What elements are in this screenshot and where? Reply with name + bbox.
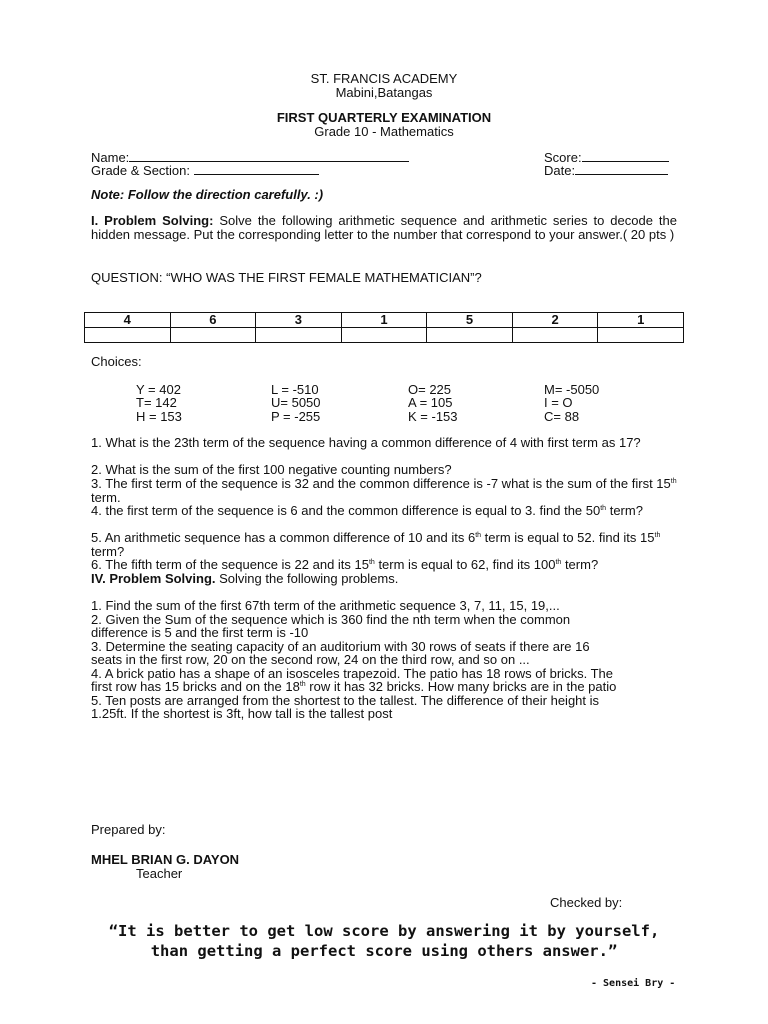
part1-instructions [91, 214, 677, 242]
date-field [544, 163, 668, 178]
quote-signature: - Sensei Bry - [591, 978, 676, 989]
choices-label: Choices: [91, 354, 142, 369]
part4-heading [91, 572, 398, 586]
note: Note: Follow the direction carefully. :) [91, 187, 324, 202]
answer-cell[interactable] [427, 328, 513, 343]
answer-cell[interactable] [598, 328, 684, 343]
problem-3-line1: 3. Determine the seating capacity of an auditorium with 30 rows of seats if there are 16 [91, 639, 590, 654]
problem-3-line2: seats in the first row, 20 on the second row, 24 on the third row, and so on ... [91, 652, 530, 667]
school-name: ST. FRANCIS ACADEMY [310, 71, 458, 86]
part4-title: IV. Problem Solving. [91, 571, 216, 586]
hidden-message-question: QUESTION: “WHO WAS THE FIRST FEMALE MATHEMATICIAN”? [91, 270, 482, 285]
problem-5-line1: 5. Ten posts are arranged from the shortest to the tallest. The difference of their height is [91, 693, 600, 708]
choice-item: K = -153 [408, 409, 458, 424]
checked-by-label: Checked by: [550, 895, 623, 910]
choice-item: Y = 402 [136, 382, 181, 397]
prepared-by-label: Prepared by: [91, 822, 166, 837]
answer-code-table [84, 312, 684, 343]
choice-item: A = 105 [408, 395, 453, 410]
name-blank[interactable] [129, 150, 409, 162]
grade-section-field [91, 163, 319, 178]
code-number: 1 [341, 313, 427, 328]
school-location: Mabini,Batangas [335, 85, 433, 100]
part4-instruction-text: Solving the following problems. [219, 571, 399, 586]
problem-1: 1. Find the sum of the first 67th term of the arithmetic sequence 3, 7, 11, 15, 19,... [91, 598, 560, 613]
choice-item: T= 142 [136, 395, 177, 410]
choice-item: M= -5050 [544, 382, 600, 397]
code-number-row [85, 313, 684, 328]
code-number: 1 [598, 313, 684, 328]
code-number: 5 [427, 313, 513, 328]
question-2: 2. What is the sum of the first 100 negative counting numbers? [91, 462, 452, 477]
date-blank[interactable] [575, 163, 668, 175]
choice-item: O= 225 [408, 382, 452, 397]
code-number: 3 [256, 313, 342, 328]
code-number: 2 [512, 313, 598, 328]
choice-item: U= 5050 [271, 395, 321, 410]
exam-subject: Grade 10 - Mathematics [314, 124, 454, 139]
grade-section-label: Grade & Section: [91, 163, 190, 178]
choice-item: C= 88 [544, 409, 580, 424]
code-number: 6 [170, 313, 256, 328]
question-3: 3. The first term of the sequence is 32 and the common difference is -7 what is the sum of the first 15th term. [91, 476, 677, 505]
teacher-name: MHEL BRIAN G. DAYON [91, 852, 240, 867]
score-label: Score: [544, 150, 582, 165]
answer-cell[interactable] [256, 328, 342, 343]
question-6: 6. The fifth term of the sequence is 22 and its 15th term is equal to 62, find its 100th term? [91, 557, 599, 572]
answer-cell[interactable] [170, 328, 256, 343]
part1-title: I. Problem Solving: [91, 213, 214, 228]
problem-5-line2: 1.25ft. If the shortest is 3ft, how tall is the tallest post [91, 706, 393, 721]
code-answer-row [85, 328, 684, 343]
choice-item: I = O [544, 395, 573, 410]
problem-4-line2: first row has 15 bricks and on the 18th row it has 32 bricks. How many bricks are in the patio [91, 679, 617, 694]
exam-title: FIRST QUARTERLY EXAMINATION [276, 110, 492, 125]
teacher-role: Teacher [136, 866, 183, 881]
name-label: Name: [91, 150, 130, 165]
question-5: 5. An arithmetic sequence has a common difference of 10 and its 6th term is equal to 52. find its 15th term? [91, 530, 661, 559]
choice-item: P = -255 [271, 409, 321, 424]
grade-section-blank[interactable] [194, 163, 319, 175]
code-number: 4 [85, 313, 171, 328]
motivational-quote: “It is better to get low score by answering it by yourself, than getting a perfect score using others answer.” [108, 922, 660, 960]
choice-item: L = -510 [271, 382, 319, 397]
answer-cell[interactable] [85, 328, 171, 343]
problem-2-line1: 2. Given the Sum of the sequence which is 360 find the nth term when the common [91, 612, 571, 627]
answer-cell[interactable] [512, 328, 598, 343]
answer-cell[interactable] [341, 328, 427, 343]
choice-item: H = 153 [136, 409, 182, 424]
question-1: 1. What is the 23th term of the sequence having a common difference of 4 with first term as 17? [91, 435, 641, 450]
question-4: 4. the first term of the sequence is 6 and the common difference is equal to 3. find the 50th term? [91, 503, 643, 518]
part1-instruction-text: Solve the following arithmetic sequence and arithmetic series to decode the hidden message. Put the corresponding letter to the number that correspond to your answer.( 20 pts ) [91, 213, 677, 242]
problem-2-line2: difference is 5 and the first term is -10 [91, 625, 309, 640]
problem-4-line1: 4. A brick patio has a shape of an isosceles trapezoid. The patio has 18 rows of bricks. The [91, 666, 613, 681]
date-label: Date: [544, 163, 576, 178]
score-blank[interactable] [582, 150, 669, 162]
